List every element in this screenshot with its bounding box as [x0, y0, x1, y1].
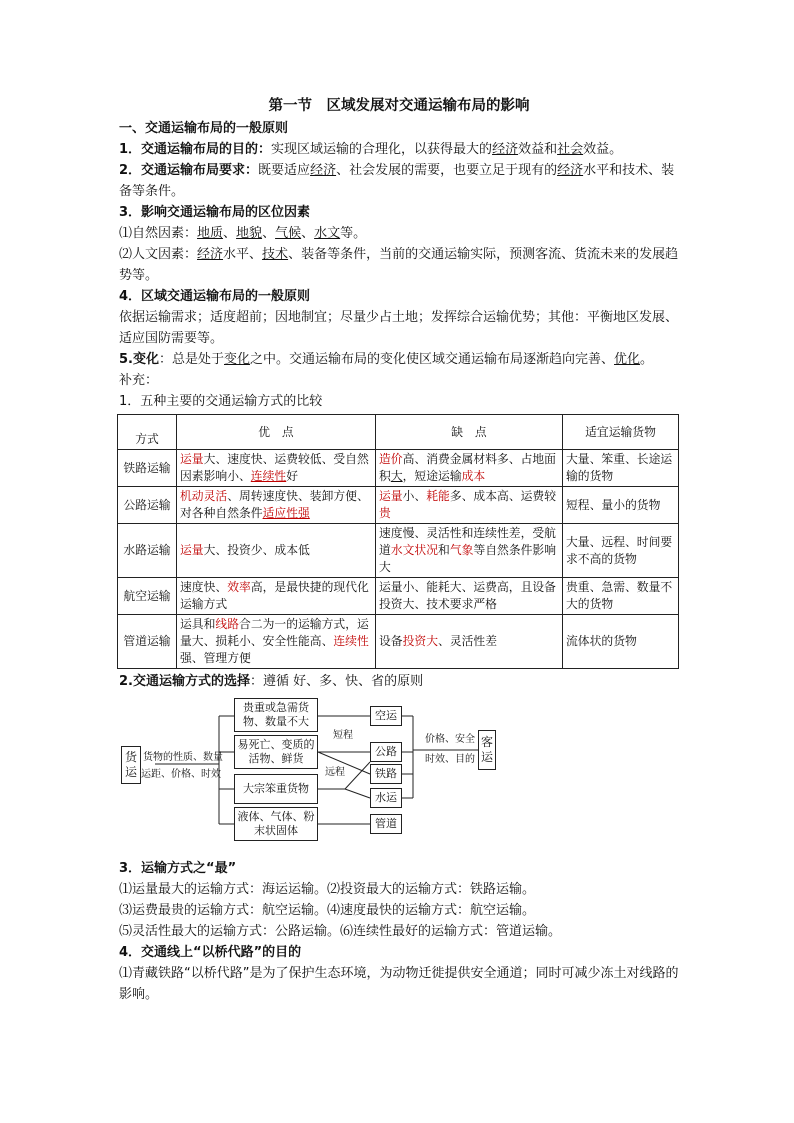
transport-mode-cell: 公路运输 — [118, 487, 177, 524]
transport-mode-cell: 管道运输 — [118, 615, 177, 669]
underline-text: 水文 — [314, 226, 341, 241]
short-distance-label: 短程 — [333, 730, 353, 741]
passenger-factors-1: 价格、安全 — [425, 734, 475, 745]
text: 运具和 — [180, 617, 216, 631]
text: 和 — [438, 543, 450, 557]
underline-text: 气候 — [275, 226, 302, 241]
underline-text: 社会 — [557, 142, 584, 157]
goods-label: 大宗笨重货物 — [243, 782, 309, 795]
page-title: 第一节 区域发展对交通运输布局的影响 — [268, 98, 530, 114]
mode-label: 管道 — [375, 817, 397, 830]
para-1-lead: 1．交通运输布局的目的： — [119, 142, 272, 157]
highlight-text: 机动灵活 — [180, 489, 228, 503]
disadvantages-cell — [376, 524, 563, 578]
para-2 — [119, 160, 679, 202]
header-cons: 缺 点 — [376, 415, 563, 450]
text: 实现区域运输的合理化，以获得最大的 — [271, 142, 493, 157]
underline-text: 变化 — [224, 352, 251, 367]
text: 等自然条件影响大 — [379, 543, 557, 574]
mode-label: 公路 — [375, 745, 397, 758]
transport-choice-diagram — [119, 694, 679, 854]
text: ⑴自然因素： — [119, 226, 198, 241]
highlight-text: 投资大 — [402, 634, 439, 648]
cargo-factors-2: 运距、价格、时效 — [141, 769, 221, 780]
text: 、周转速度快、装卸方便、对各种自然条件 — [180, 489, 369, 520]
text: 水平和技术、装备等条件。 — [119, 163, 675, 199]
text: 、 — [301, 226, 315, 241]
text: 高、消费金属材料多、占地面积 — [379, 452, 556, 483]
highlight-text: 连续性 — [250, 469, 287, 483]
supplement-label: 补充： — [119, 373, 159, 388]
text: ：总是处于 — [158, 352, 224, 367]
highlight-text: 气象 — [449, 543, 474, 557]
para-5-lead: 5.变化 — [119, 352, 159, 367]
mode-pipeline — [370, 814, 402, 834]
suitable-goods-cell: 贵重、急需、数量不大的货物 — [563, 578, 679, 615]
text: 大、速度快、运费较低、受自然因素影响小、 — [180, 452, 369, 483]
suitable-goods-cell: 流体状的货物 — [563, 615, 679, 669]
highlight-text: 线路 — [215, 617, 240, 631]
advantages-cell — [177, 487, 376, 524]
passenger-label: 客运 — [480, 735, 493, 764]
mode-rail — [370, 764, 402, 784]
underline-text: 经济 — [557, 163, 584, 178]
text: 水平、 — [223, 247, 263, 262]
advantages-cell — [177, 615, 376, 669]
header-mode: 方式 — [118, 415, 177, 450]
text: 效益和 — [518, 142, 558, 157]
underline-text: 经济 — [310, 163, 337, 178]
document-page — [119, 96, 679, 1005]
table-caption: 1．五种主要的交通运输方式的比较 — [119, 394, 323, 409]
goods-box-valuable — [234, 698, 318, 732]
advantages-cell — [177, 450, 376, 487]
text: 大 — [390, 469, 403, 483]
section-2-line — [119, 671, 679, 692]
text: 。 — [640, 352, 654, 367]
text: 设备 — [379, 634, 403, 648]
underline-text: 经济 — [492, 142, 519, 157]
text: 高，是最快捷的现代化运输方式 — [180, 580, 369, 611]
goods-box-fluid — [234, 807, 318, 841]
section-2-lead: 2.交通运输方式的选择 — [119, 674, 250, 689]
text: 好 — [286, 469, 299, 483]
text: ：遵循 好、多、快、省的原则 — [249, 674, 424, 689]
text: 既要适应 — [258, 163, 311, 178]
disadvantages-cell — [376, 578, 563, 615]
disadvantages-cell — [376, 487, 563, 524]
table-header-row — [118, 415, 679, 450]
text: 多、成本高、运费较 — [449, 489, 557, 503]
section-3-heading: 3．运输方式之“最” — [119, 861, 237, 876]
connector-line — [345, 789, 370, 798]
para-4a: 依据运输需求；适度超前；因地制宜；尽量少占土地；发挥综合运输优势；其他：平衡地区发展、适应国防需要等。 — [119, 310, 679, 346]
header-goods: 适宜运输货物 — [563, 415, 679, 450]
comparison-table — [117, 414, 679, 669]
text: 合二为一的运输方式，运量大、损耗小、安全性能高、 — [180, 617, 369, 648]
suitable-goods-cell: 短程、量小的货物 — [563, 487, 679, 524]
disadvantages-cell — [376, 450, 563, 487]
highlight-text: 造价 — [379, 452, 403, 466]
passenger-factors-2: 时效、目的 — [425, 754, 475, 765]
underline-text: 技术 — [262, 247, 289, 262]
text: 、装备等条件，当前的交通运输实际，预测客流、货流未来的发展趋势等。 — [119, 247, 679, 283]
cargo-label: 货运 — [124, 750, 137, 779]
long-distance-label: 远程 — [325, 767, 345, 778]
para-1 — [119, 139, 679, 160]
section-4-line-1: ⑴青藏铁路“以桥代路”是为了保护生态环境，为动物迁徙提供安全通道；同时可减少冻土对线路的影响。 — [119, 966, 679, 1002]
highlight-text: 水文状况 — [390, 543, 439, 557]
goods-box-perishable — [234, 735, 318, 769]
highlight-text: 耗能 — [426, 489, 450, 503]
highlight-text: 运量 — [379, 489, 403, 503]
para-2-lead: 2．交通运输布局要求： — [119, 163, 259, 178]
highlight-text: 适应性强 — [262, 506, 310, 520]
highlight-text: 贵 — [379, 506, 391, 520]
mode-air — [370, 706, 402, 726]
section-3-line-3: ⑸灵活性最大的运输方式：公路运输。⑹连续性最好的运输方式：管道运输。 — [119, 924, 562, 939]
text: 小、 — [402, 489, 427, 503]
table-row — [118, 578, 679, 615]
text: 大、投资少、成本低 — [203, 543, 310, 557]
cargo-factors-1: 货物的性质、数量 — [143, 752, 223, 763]
text: 效益。 — [583, 142, 623, 157]
underline-text: 地质 — [197, 226, 224, 241]
connector-line — [345, 762, 370, 789]
header-pros: 优 点 — [177, 415, 376, 450]
underline-text: 经济 — [197, 247, 224, 262]
text: 速度慢、灵活性和连续性差，受航道 — [379, 526, 556, 557]
text: 、 — [262, 226, 276, 241]
text: 之中。交通运输布局的变化使区域交通运输布局逐渐趋向完善、 — [250, 352, 615, 367]
highlight-text: 运量 — [180, 452, 204, 466]
highlight-text: 效率 — [227, 580, 251, 594]
text: 、社会发展的需要，也要立足于现有的 — [336, 163, 558, 178]
table-row — [118, 450, 679, 487]
highlight-text: 成本 — [461, 469, 486, 483]
advantages-cell — [177, 578, 376, 615]
text: 等。 — [340, 226, 367, 241]
transport-mode-cell: 水路运输 — [118, 524, 177, 578]
section-3-line-1: ⑴运量最大的运输方式：海运运输。⑵投资最大的运输方式：铁路运输。 — [119, 882, 536, 897]
text: ，短途运输 — [402, 469, 462, 483]
section-4-heading: 4．交通线上“以桥代路”的目的 — [119, 945, 302, 960]
para-3b — [119, 244, 679, 286]
section-3-line-2: ⑶运费最贵的运输方式：航空运输。⑷速度最快的运输方式：航空运输。 — [119, 903, 536, 918]
mode-road — [370, 742, 402, 762]
text: 强、管理方便 — [180, 651, 251, 665]
transport-mode-cell: 航空运输 — [118, 578, 177, 615]
text: 、 — [223, 226, 237, 241]
highlight-text: 连续性 — [333, 634, 369, 648]
section-1-heading: 一、交通运输布局的一般原则 — [119, 121, 289, 136]
para-3-heading: 3．影响交通运输布局的区位因素 — [119, 205, 311, 220]
para-4-heading: 4．区域交通运输布局的一般原则 — [119, 289, 311, 304]
mode-label: 水运 — [375, 791, 397, 804]
text: 、灵活性差 — [438, 634, 498, 648]
goods-box-bulk — [234, 774, 318, 804]
underline-text: 优化 — [614, 352, 641, 367]
table-row — [118, 487, 679, 524]
passenger-box — [478, 730, 496, 770]
para-3a — [119, 223, 679, 244]
cargo-box — [121, 746, 141, 784]
table-row — [118, 615, 679, 669]
underline-text: 地貌 — [236, 226, 263, 241]
highlight-text: 运量 — [180, 543, 204, 557]
mode-water — [370, 788, 402, 808]
suitable-goods-cell: 大量、笨重、长途运输的货物 — [563, 450, 679, 487]
suitable-goods-cell: 大量、远程、时间要求不高的货物 — [563, 524, 679, 578]
goods-label: 贵重或急需货物、数量不大 — [243, 701, 309, 728]
transport-mode-cell: 铁路运输 — [118, 450, 177, 487]
goods-label: 液体、气体、粉末状固体 — [237, 810, 315, 837]
text: 速度快、 — [180, 580, 228, 594]
para-5 — [119, 349, 679, 370]
mode-label: 铁路 — [375, 767, 397, 780]
disadvantages-cell — [376, 615, 563, 669]
mode-label: 空运 — [375, 709, 397, 722]
text: 运量小、能耗大、运费高，且设备投资大、技术要求严格 — [379, 580, 556, 611]
table-row — [118, 524, 679, 578]
text: ⑵人文因素： — [119, 247, 198, 262]
goods-label: 易死亡、变质的活物、鲜货 — [237, 738, 315, 765]
advantages-cell — [177, 524, 376, 578]
